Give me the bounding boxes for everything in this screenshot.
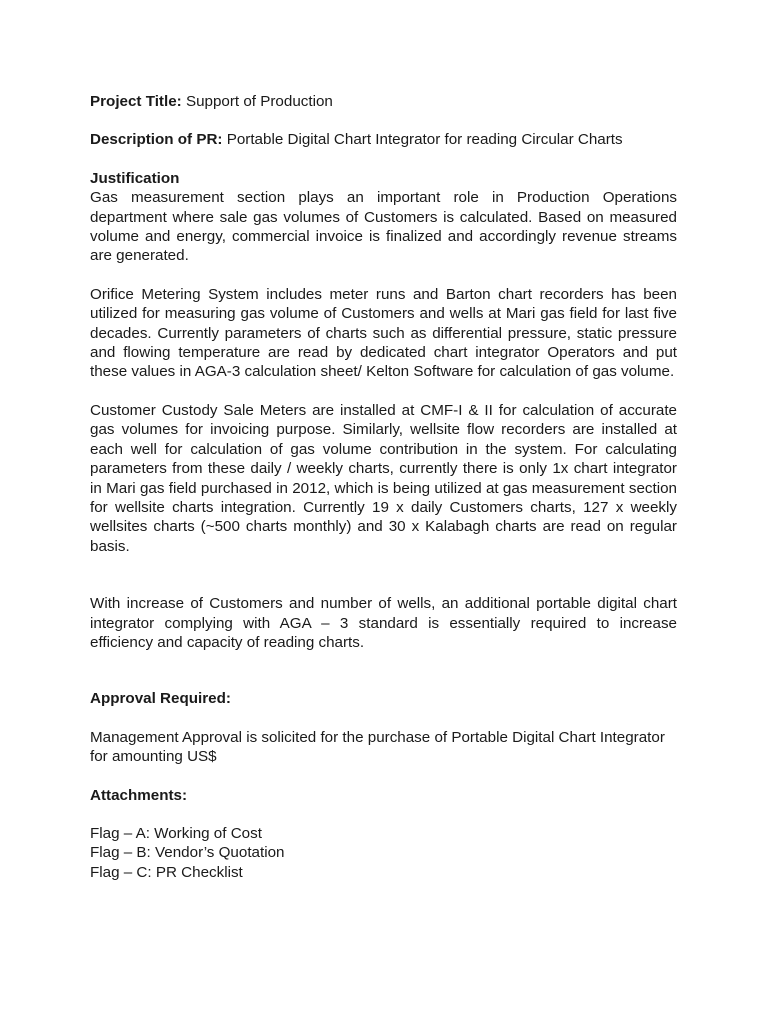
attachments-heading: Attachments:: [90, 786, 188, 804]
justification-paragraph-1: Gas measurement section plays an important role in Production Operations department where sale gas volumes of Customers is calculated. Based on measured volume and energy, commercial invoice is finalized and accordingly revenue streams are generated.: [90, 189, 677, 265]
project-title-line: [90, 92, 677, 111]
description-line: [90, 130, 677, 149]
justification-paragraph-2: Orifice Metering System includes meter runs and Barton chart recorders has been utilized for measuring gas volume of Customers and wells at Mari gas field for last five decades. Currently parameters of charts such as differential pressure, static pressure and flowing temperature are read by dedicated chart integrator Operators and put these values in AGA-3 calculation sheet/ Kelton Software for calculation of gas volume.: [90, 285, 677, 381]
justification-paragraph-3: Customer Custody Sale Meters are installed at CMF-I & II for calculation of accurate gas volumes for invoicing purpose. Similarly, wellsite flow recorders are installed at each well for calculation of gas volume contribution in the system. For calculating parameters from these daily / weekly charts, currently there is only 1x chart integrator in Mari gas field purchased in 2012, which is being utilized at gas measurement section for wellsite charts integration. Currently 19 x daily Customers charts, 127 x weekly wellsites charts (~500 charts monthly) and 30 x Kalabagh charts are read on regular basis.: [90, 401, 677, 555]
description-value: Portable Digital Chart Integrator for reading Circular Charts: [222, 131, 623, 149]
attachment-item: Flag – C: PR Checklist: [90, 863, 243, 881]
justification-paragraph-4: With increase of Customers and number of wells, an additional portable digital chart integrator complying with AGA – 3 standard is essentially required to increase efficiency and capacity of reading charts.: [90, 595, 677, 651]
attachment-item: Flag – A: Working of Cost: [90, 824, 262, 842]
attachment-item: Flag – B: Vendor’s Quotation: [90, 844, 285, 862]
approval-text: Management Approval is solicited for the purchase of Portable Digital Chart Integrator for amounting US$: [90, 728, 665, 766]
description-label: Description of PR:: [90, 131, 223, 149]
project-title-label: Project Title:: [90, 93, 182, 110]
document-page: [90, 92, 677, 882]
approval-heading: Approval Required:: [90, 690, 231, 708]
project-title-value: Support of Production: [181, 93, 333, 110]
justification-heading: Justification: [90, 169, 180, 187]
